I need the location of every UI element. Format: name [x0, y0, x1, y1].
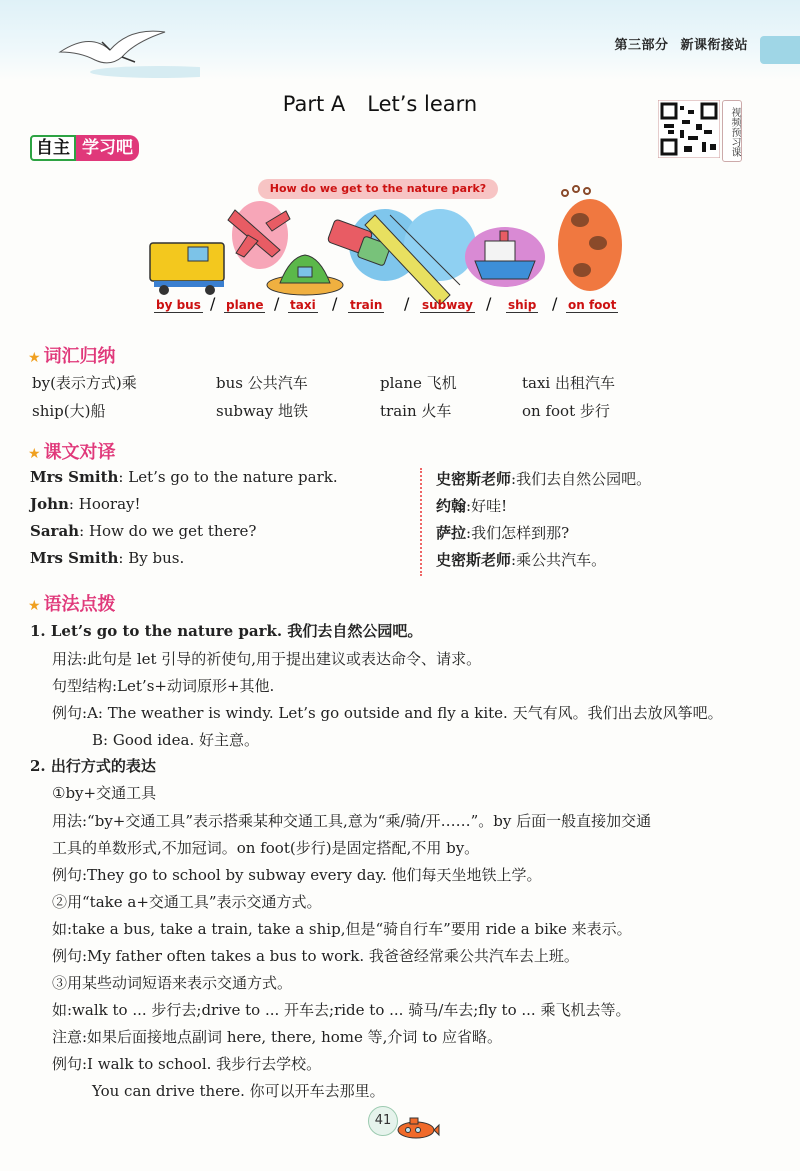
star-icon: ★ — [28, 598, 41, 614]
grammar-text: 用法:此句是 let 引导的祈使句,用于提出建议或表达命令、请求。 — [52, 650, 482, 668]
line-text: Hooray! — [78, 495, 141, 513]
dialog-line — [436, 468, 651, 495]
vocab-item: plane 飞机 — [380, 374, 457, 392]
grammar-point-1-heading: 1. Let’s go to the nature park. 我们去自然公园吧。 — [30, 622, 423, 640]
separator: / — [210, 294, 216, 313]
dialog-line — [30, 468, 338, 495]
speaker: 约翰 — [436, 497, 467, 515]
separator: / — [274, 294, 280, 313]
vocab-item: on foot 步行 — [522, 402, 610, 420]
grammar-text: 例句:They go to school by subway every day. 他们每天坐地铁上学。 — [52, 866, 542, 884]
separator: / — [332, 294, 338, 313]
vocab-item: ship(大)船 — [32, 402, 106, 420]
colon: : — [68, 495, 74, 513]
header-section-label — [614, 34, 748, 53]
colon: : — [466, 497, 472, 515]
star-icon: ★ — [28, 350, 41, 366]
separator: / — [404, 294, 410, 313]
colon: : — [511, 470, 517, 488]
grammar-section-title — [28, 590, 116, 616]
submarine-icon — [396, 1112, 440, 1140]
grammar-text: B: Good idea. 好主意。 — [92, 731, 260, 749]
label-train: train — [350, 298, 383, 312]
grammar-text: 工具的单数形式,不加冠词。on foot(步行)是固定搭配,不用 by。 — [52, 839, 480, 857]
badge-right: 学习吧 — [76, 135, 139, 161]
section-badge — [30, 135, 139, 161]
colon: : — [511, 551, 517, 569]
header-section: 新课衔接站 — [680, 38, 748, 53]
grammar-text: 注意:如果后面接地点副词 here, there, home 等,介词 to 应省略。 — [52, 1028, 503, 1046]
grammar-point-2-heading: 2. 出行方式的表达 — [30, 757, 156, 775]
separator: / — [486, 294, 492, 313]
grammar-text: You can drive there. 你可以开车去那里。 — [92, 1082, 385, 1100]
label-on-foot: on foot — [568, 298, 617, 312]
label-ship: ship — [508, 298, 537, 312]
dialog-divider — [420, 468, 422, 576]
grammar-text: 句型结构:Let’s+动词原形+其他. — [52, 677, 275, 695]
dialog-line — [436, 549, 651, 576]
label-subway: subway — [422, 298, 473, 312]
example-a: A: The weather is windy. Let’s go outside and fly a kite. 天气有风。我们出去放风筝吧。 — [87, 704, 723, 722]
colon: : — [79, 522, 85, 540]
grammar-text: 例句:I walk to school. 我步行去学校。 — [52, 1055, 322, 1073]
dialog-line — [436, 495, 651, 522]
example-label: 例句: — [52, 704, 88, 722]
grammar-text: 如:take a bus, take a train, take a ship,但是“骑自行车”要用 ride a bike 来表示。 — [52, 920, 632, 938]
speaker: John — [30, 495, 69, 513]
grammar-text: ③用某些动词短语来表示交通方式。 — [52, 974, 293, 992]
dialog-chinese — [436, 468, 651, 576]
video-preview-tag: 视频预习课 — [722, 100, 742, 162]
seagull-illustration — [40, 12, 200, 82]
speaker: 史密斯老师 — [436, 551, 512, 569]
vocab-section-title — [28, 342, 116, 368]
dialog-line — [30, 495, 338, 522]
speaker: Mrs Smith — [30, 468, 119, 486]
grammar-title-text: 语法点拨 — [43, 594, 116, 615]
vocab-title-text: 词汇归纳 — [43, 346, 116, 367]
vocab-item: train 火车 — [380, 402, 452, 420]
grammar-text: ②用“take a+交通工具”表示交通方式。 — [52, 893, 322, 911]
qr-code-icon[interactable] — [658, 100, 720, 158]
vocab-item: taxi 出租汽车 — [522, 374, 615, 392]
grammar-text: ①by+交通工具 — [52, 784, 157, 802]
colon: : — [118, 468, 124, 486]
colon: : — [466, 524, 472, 542]
grammar-text — [52, 702, 723, 723]
vocab-item: bus 公共汽车 — [216, 374, 308, 392]
line-text: Let’s go to the nature park. — [128, 468, 338, 486]
vocab-item: by(表示方式)乘 — [32, 374, 137, 392]
dialog-section-title — [28, 438, 116, 464]
separator: / — [552, 294, 558, 313]
line-text: 我们去自然公园吧。 — [516, 470, 652, 488]
badge-left: 自主 — [30, 135, 76, 161]
page-number: 41 — [368, 1106, 398, 1136]
header-part: 第三部分 — [614, 38, 669, 53]
line-text: How do we get there? — [88, 522, 257, 540]
label-plane: plane — [226, 298, 264, 312]
label-by-bus: by bus — [156, 298, 201, 312]
dialog-title-text: 课文对译 — [43, 442, 116, 463]
colon: : — [118, 549, 124, 567]
dialog-line — [30, 522, 338, 549]
speaker: Sarah — [30, 522, 80, 540]
line-text: 我们怎样到那? — [471, 524, 570, 542]
speaker: Mrs Smith — [30, 549, 119, 567]
vocab-item: subway 地铁 — [216, 402, 308, 420]
dialog-line — [436, 522, 651, 549]
label-taxi: taxi — [290, 298, 316, 312]
header-tab — [760, 36, 800, 64]
dialog-english — [30, 468, 338, 576]
page-title — [0, 92, 760, 116]
speaker: 萨拉 — [436, 524, 467, 542]
grammar-text: 如:walk to ... 步行去;drive to ... 开车去;ride to ... 骑马/车去;fly to ... 乘飞机去等。 — [52, 1001, 631, 1019]
line-text: 好哇! — [471, 497, 508, 515]
grammar-text: 例句:My father often takes a bus to work. 我爸爸经常乘公共汽车去上班。 — [52, 947, 579, 965]
grammar-text: 用法:“by+交通工具”表示搭乘某种交通工具,意为“乘/骑/开……”。by 后面一般直接加交通 — [52, 812, 652, 830]
speaker: 史密斯老师 — [436, 470, 512, 488]
star-icon: ★ — [28, 446, 41, 462]
line-text: By bus. — [128, 549, 185, 567]
line-text: 乘公共汽车。 — [516, 551, 607, 569]
dialog-line — [30, 549, 338, 576]
illustration-question: How do we get to the nature park? — [258, 179, 498, 199]
title-lesson: Let’s learn — [367, 92, 478, 116]
title-part: Part A — [282, 92, 346, 116]
